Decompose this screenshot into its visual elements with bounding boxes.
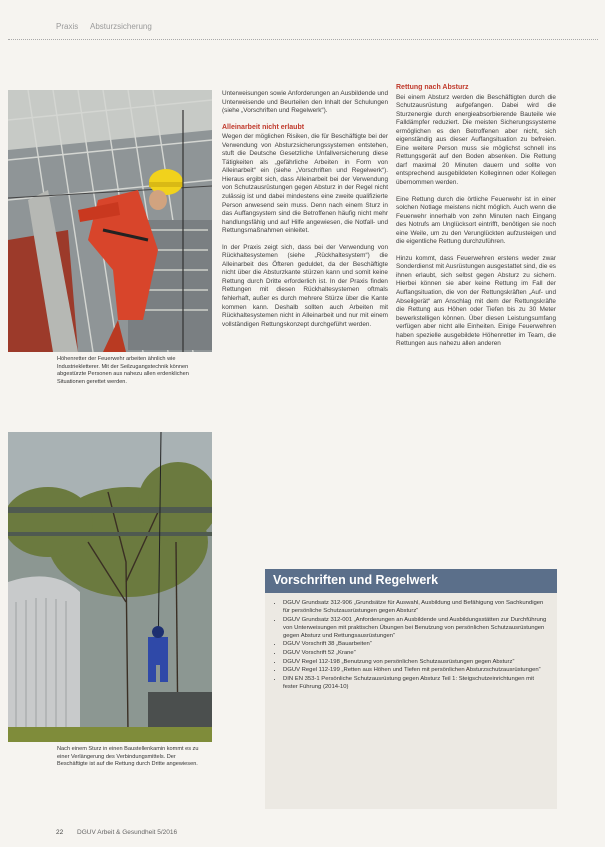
list-item: • DGUV Vorschrift 52 „Krane“: [283, 649, 549, 657]
subheading-rettung: Rettung nach Absturz: [396, 84, 469, 91]
photo-caption-2: Nach einem Sturz in einen Baustellenkamin kommt es zu einer Verlängerung des Verbindungsmittels. Der Beschäftigte ist auf die Rettung durch Dritte angewiesen.: [57, 746, 199, 768]
publication-name: DGUV Arbeit & Gesundheit 5/2016: [77, 829, 178, 836]
photo-height-rescuer-art: [8, 90, 212, 352]
paragraph: Hinzu kommt, dass Feuerwehren erstens weder zwar Sonderdienst mit Ausrüstungen ausgestattet sind, die es ihnen erlaubt, sich selbst gegen Absturz zu sichern. Hierbei können sie aber keine Rettung im Fall der Auffangsituation, die von der Rettungskräften „Auf- und Abseilgerät“ am Anschlag mit dem der Rettungskräfte die Rettung aus Höhen oder Tiefen bis zu 30 Meter bewerkstelligen können. Über diesen Leistungsumfang verfügen aber nicht alle Einheiten. Einige Feuerwehren haben spezielle ausgebildete Höhenretter im Team, die Rettungen aus nahezu allen anderen: [396, 254, 556, 348]
header-topic: Absturzsicherung: [90, 22, 152, 31]
page-footer: [56, 829, 177, 836]
subheading-alleinarbeit: Alleinarbeit nicht erlaubt: [222, 123, 305, 131]
page-number: 22: [56, 829, 64, 836]
regulations-box: [265, 569, 557, 809]
regulations-list: [265, 599, 557, 691]
photo-silo-suspension: [8, 432, 212, 742]
regulations-box-title: Vorschriften und Regelwerk: [265, 569, 557, 593]
photo-caption-1: Höhenretter der Feuerwehr arbeiten ähnlich wie Industriekletterer. Mit der Seilzugangstechnik können abgestürzte Personen aus nahezu allen erdenklichen Situationen gerettet werden.: [57, 356, 189, 385]
article-column-right: [396, 84, 556, 357]
paragraph: In der Praxis zeigt sich, dass bei der Verwendung von Rückhaltesystemen (siehe „Rückhaltesystem“) die Alleinarbeit des Öfteren geduldet, da der Beschäftigte nicht über die Absturzkante stürzen kann und somit keine Rettung durch Dritte erforderlich ist. In der Praxis finden Rettungen mit diesen Rückhaltesystemen oftmals fehlerhaft, außer es durch mehrere Stürze über die Kante kommen kann. Deshalb sollten auch Arbeiten mit Rückhaltesystemen nicht in Alleinarbeit und nur mit einem vollständigen Rettungskonzept durchgeführt werden.: [222, 243, 388, 328]
list-item: • DGUV Regel 112-199 „Retten aus Höhen und Tiefen mit persönlichen Absturzschutzausrüstungen“: [283, 666, 549, 674]
header-rule: [8, 39, 598, 40]
list-item: • DIN EN 353-1 Persönliche Schutzausrüstung gegen Absturz Teil 1: Steigschutzeinrichtungen mit fester Führung (2014-10): [283, 675, 549, 691]
list-item: • DGUV Vorschrift 38 „Bauarbeiten“: [283, 640, 549, 648]
paragraph: Eine Rettung durch die örtliche Feuerwehr ist in einer solchen Notlage meistens nicht möglich. Auch wenn die Feuerwehr innerhalb von zehn Minuten nach Eingang des Notrufs am Unglücksort eintrifft, benötigen sie noch eine Weile, um zu den Verunglückten aufzusteigen und die eigentliche Rettung durchzuführen.: [396, 195, 556, 246]
photo-height-rescuer: [8, 90, 212, 352]
list-item: • DGUV Grundsatz 312-906 „Grundsätze für Auswahl, Ausbildung und Befähigung von Sachkundigen für persönliche Schutzausrüstungen gegen Absturz“: [283, 599, 549, 615]
paragraph: Bei einem Absturz werden die Beschäftigten durch die Schutzausrüstung aufgefangen. Dabei wird die Sturzenergie durch energieabsorbierende Bauteile wie Falldämpfer reduziert. Die meisten Sicherungssysteme ermöglichen es den Betroffenen aber nicht, sich eigenständig aus dieser Auffangsituation zu befreien. Eine weitere Person muss sie möglichst schnell ins Rettungsgerät auf den Boden absenken. Die Rettung darf maximal 20 Minuten dauern und sollte von entsprechend ausgebildeten Kolleginnen oder Kollegen übernommen werden.: [396, 93, 556, 187]
running-header: [56, 22, 162, 31]
list-item: • DGUV Regel 112-198 „Benutzung von persönlichen Schutzausrüstungen gegen Absturz“: [283, 658, 549, 666]
paragraph: Wegen der möglichen Risiken, die für Beschäftigte bei der Verwendung von Absturzsicherungssystemen entstehen, stuft die Deutsche Gesetzliche Unfallversicherung diese Tätigkeiten als „gefährliche Arbeiten in Form von Alleinarbeit“ ein (siehe „Vorschriften und Regelwerk“). Hieraus ergibt sich, dass Alleinarbeit bei der Verwendung von Schutzausrüstungen gegen Absturz in der Regel nicht zulässig ist und dabei mindestens eine zweite qualifizierte Person anwesend sein muss. Denn nach einem Sturz in das Auffangsystem sind die Betroffenen häufig nicht mehr handlungsfähig und auf Hilfe angewiesen, die Notfall- und Rettungsmaßnahmen einleitet.: [222, 133, 388, 235]
list-item: • DGUV Grundsatz 312-001 „Anforderungen an Ausbildende und Ausbildungsstätten zur Durchführung von Unterweisungen mit praktischen Übungen bei Benutzung von persönlichen Schutzausrüstungen gegen Absturz und Rettungsausrüstungen“: [283, 616, 549, 640]
photo-silo-suspension-art: [8, 432, 212, 742]
header-section: Praxis: [56, 22, 79, 31]
paragraph: Unterweisungen sowie Anforderungen an Ausbildende und Unterweisende und Beurteilen den Inhalt der Schulungen (siehe „Vorschriften und Regelwerk“).: [222, 90, 388, 115]
article-column-middle: [222, 90, 388, 337]
